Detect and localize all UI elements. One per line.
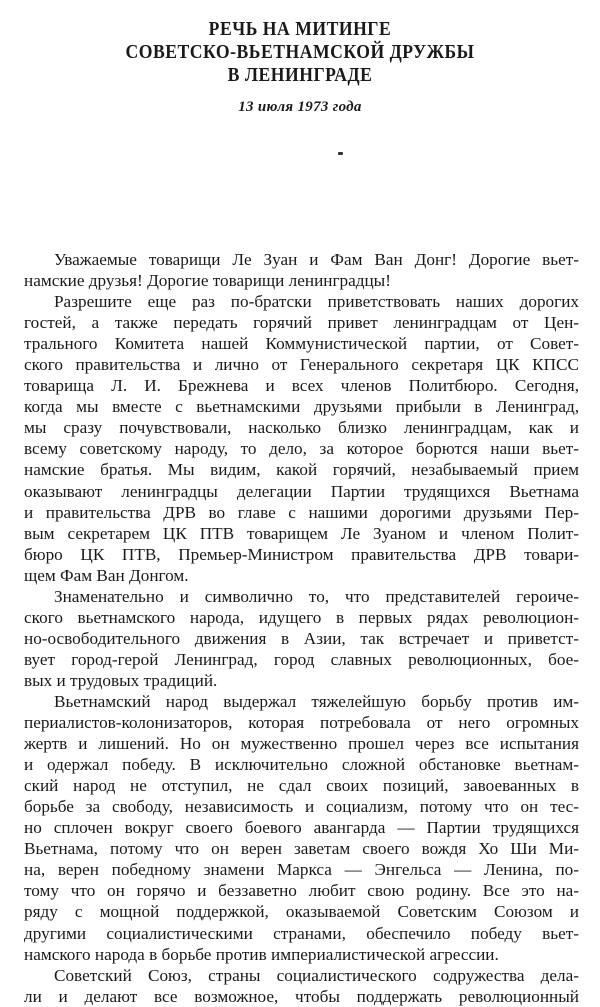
speech-date: 13 июля 1973 года: [238, 99, 362, 115]
text-line: Вьетнамский народ выдержал тяжелейшую борьбу против им-: [54, 691, 579, 711]
text-line: и правительства ДРВ во главе с нашими дорогими друзьями Пер-: [24, 502, 579, 522]
text-line: Вьетнама, потому что он верен заветам своего вождя Хо Ши Ми-: [24, 839, 579, 859]
text-line: намские братья. Мы видим, какой горячий, незабываемый прием: [24, 460, 579, 480]
text-line: борьбе за свободу, независимость и социализм, потому что он тес-: [24, 797, 579, 817]
text-line: но-освободительного движения в Азии, так встречает и приветст-: [24, 628, 579, 648]
text-line: ского правительства и лично от Генерального секретаря ЦК КПСС: [24, 355, 579, 375]
text-line: бюро ЦК ПТВ, Премьер-Министром правительства ДРВ товари-: [24, 544, 579, 564]
text-line: жертв и лишений. Но он мужественно прошел через все испытания: [24, 734, 579, 754]
text-line: Разрешите еще раз по-братски приветствовать наших дорогих: [54, 292, 579, 312]
text-line: ряду с мощной поддержкой, оказываемой Советским Союзом и: [24, 902, 579, 922]
document-heading: [0, 18, 600, 116]
text-line: всему советскому народу, то дело, за которое борются наши вьет-: [24, 439, 579, 459]
text-line: вым секретарем ЦК ПТВ товарищем Ле Зуаном и членом Полит-: [24, 523, 579, 543]
text-line: мы сразу почувствовали, насколько близко ленинградцам, как и: [24, 418, 579, 438]
text-line: и одержал победу. В исключительно сложной обстановке вьетнам-: [24, 755, 579, 775]
text-line: щем Фам Ван Донгом.: [24, 565, 189, 585]
text-line: ский народ не отступил, не сдал своих позиций, завоеванных в: [24, 776, 579, 796]
text-line: намские друзья! Дорогие товарищи ленинградцы!: [24, 271, 391, 291]
title-line-1: РЕЧЬ НА МИТИНГЕ: [208, 18, 392, 40]
title-line-2: СОВЕТСКО-ВЬЕТНАМСКОЙ ДРУЖБЫ: [125, 41, 475, 63]
text-line: Знаменательно и символично то, что представителей героиче-: [54, 586, 579, 606]
text-line: трального Комитета нашей Коммунистической партии, от Совет-: [24, 334, 579, 354]
text-line: но сплочен вокруг своего боевого авангарда — Партии трудящихся: [24, 818, 579, 838]
text-line: когда мы вместе с вьетнамскими друзьями прибыли в Ленинград,: [24, 397, 579, 417]
text-line: тому что он горячо и беззаветно любит свою родину. Все это на-: [24, 881, 579, 901]
text-line: намского народа в борьбе против империалистической агрессии.: [24, 944, 499, 964]
text-line: другими социалистическими странами, обеспечило победу вьет-: [24, 923, 579, 943]
speech-body: [24, 249, 579, 1007]
scan-artifact-mark: [338, 152, 343, 155]
text-line: на, верен победному знамени Маркса — Энгельса — Ленина, по-: [24, 860, 579, 880]
text-line: ского вьетнамского народа, идущего в первых рядах революцион-: [24, 607, 579, 627]
text-line: вует город-герой Ленинград, город славных революционных, бое-: [24, 649, 579, 669]
text-line: гостей, а также передать горячий привет ленинградцам от Цен-: [24, 313, 579, 333]
text-line: Уважаемые товарищи Ле Зуан и Фам Ван Донг! Дорогие вьет-: [54, 250, 579, 269]
text-line: ли и делают все возможное, чтобы поддержать революционный: [24, 986, 579, 1006]
title-line-3: В ЛЕНИНГРАДЕ: [227, 64, 373, 86]
text-line: периалистов-колонизаторов, которая потребовала от него огромных: [24, 713, 579, 733]
text-line: товарища Л. И. Брежнева и всех членов Политбюро. Сегодня,: [24, 376, 579, 396]
text-line: Советский Союз, страны социалистического содружества дела-: [54, 965, 579, 985]
text-line: вых и трудовых традиций.: [24, 670, 218, 690]
text-line: оказывают ленинградцы делегации Партии трудящихся Вьетнама: [24, 481, 579, 501]
